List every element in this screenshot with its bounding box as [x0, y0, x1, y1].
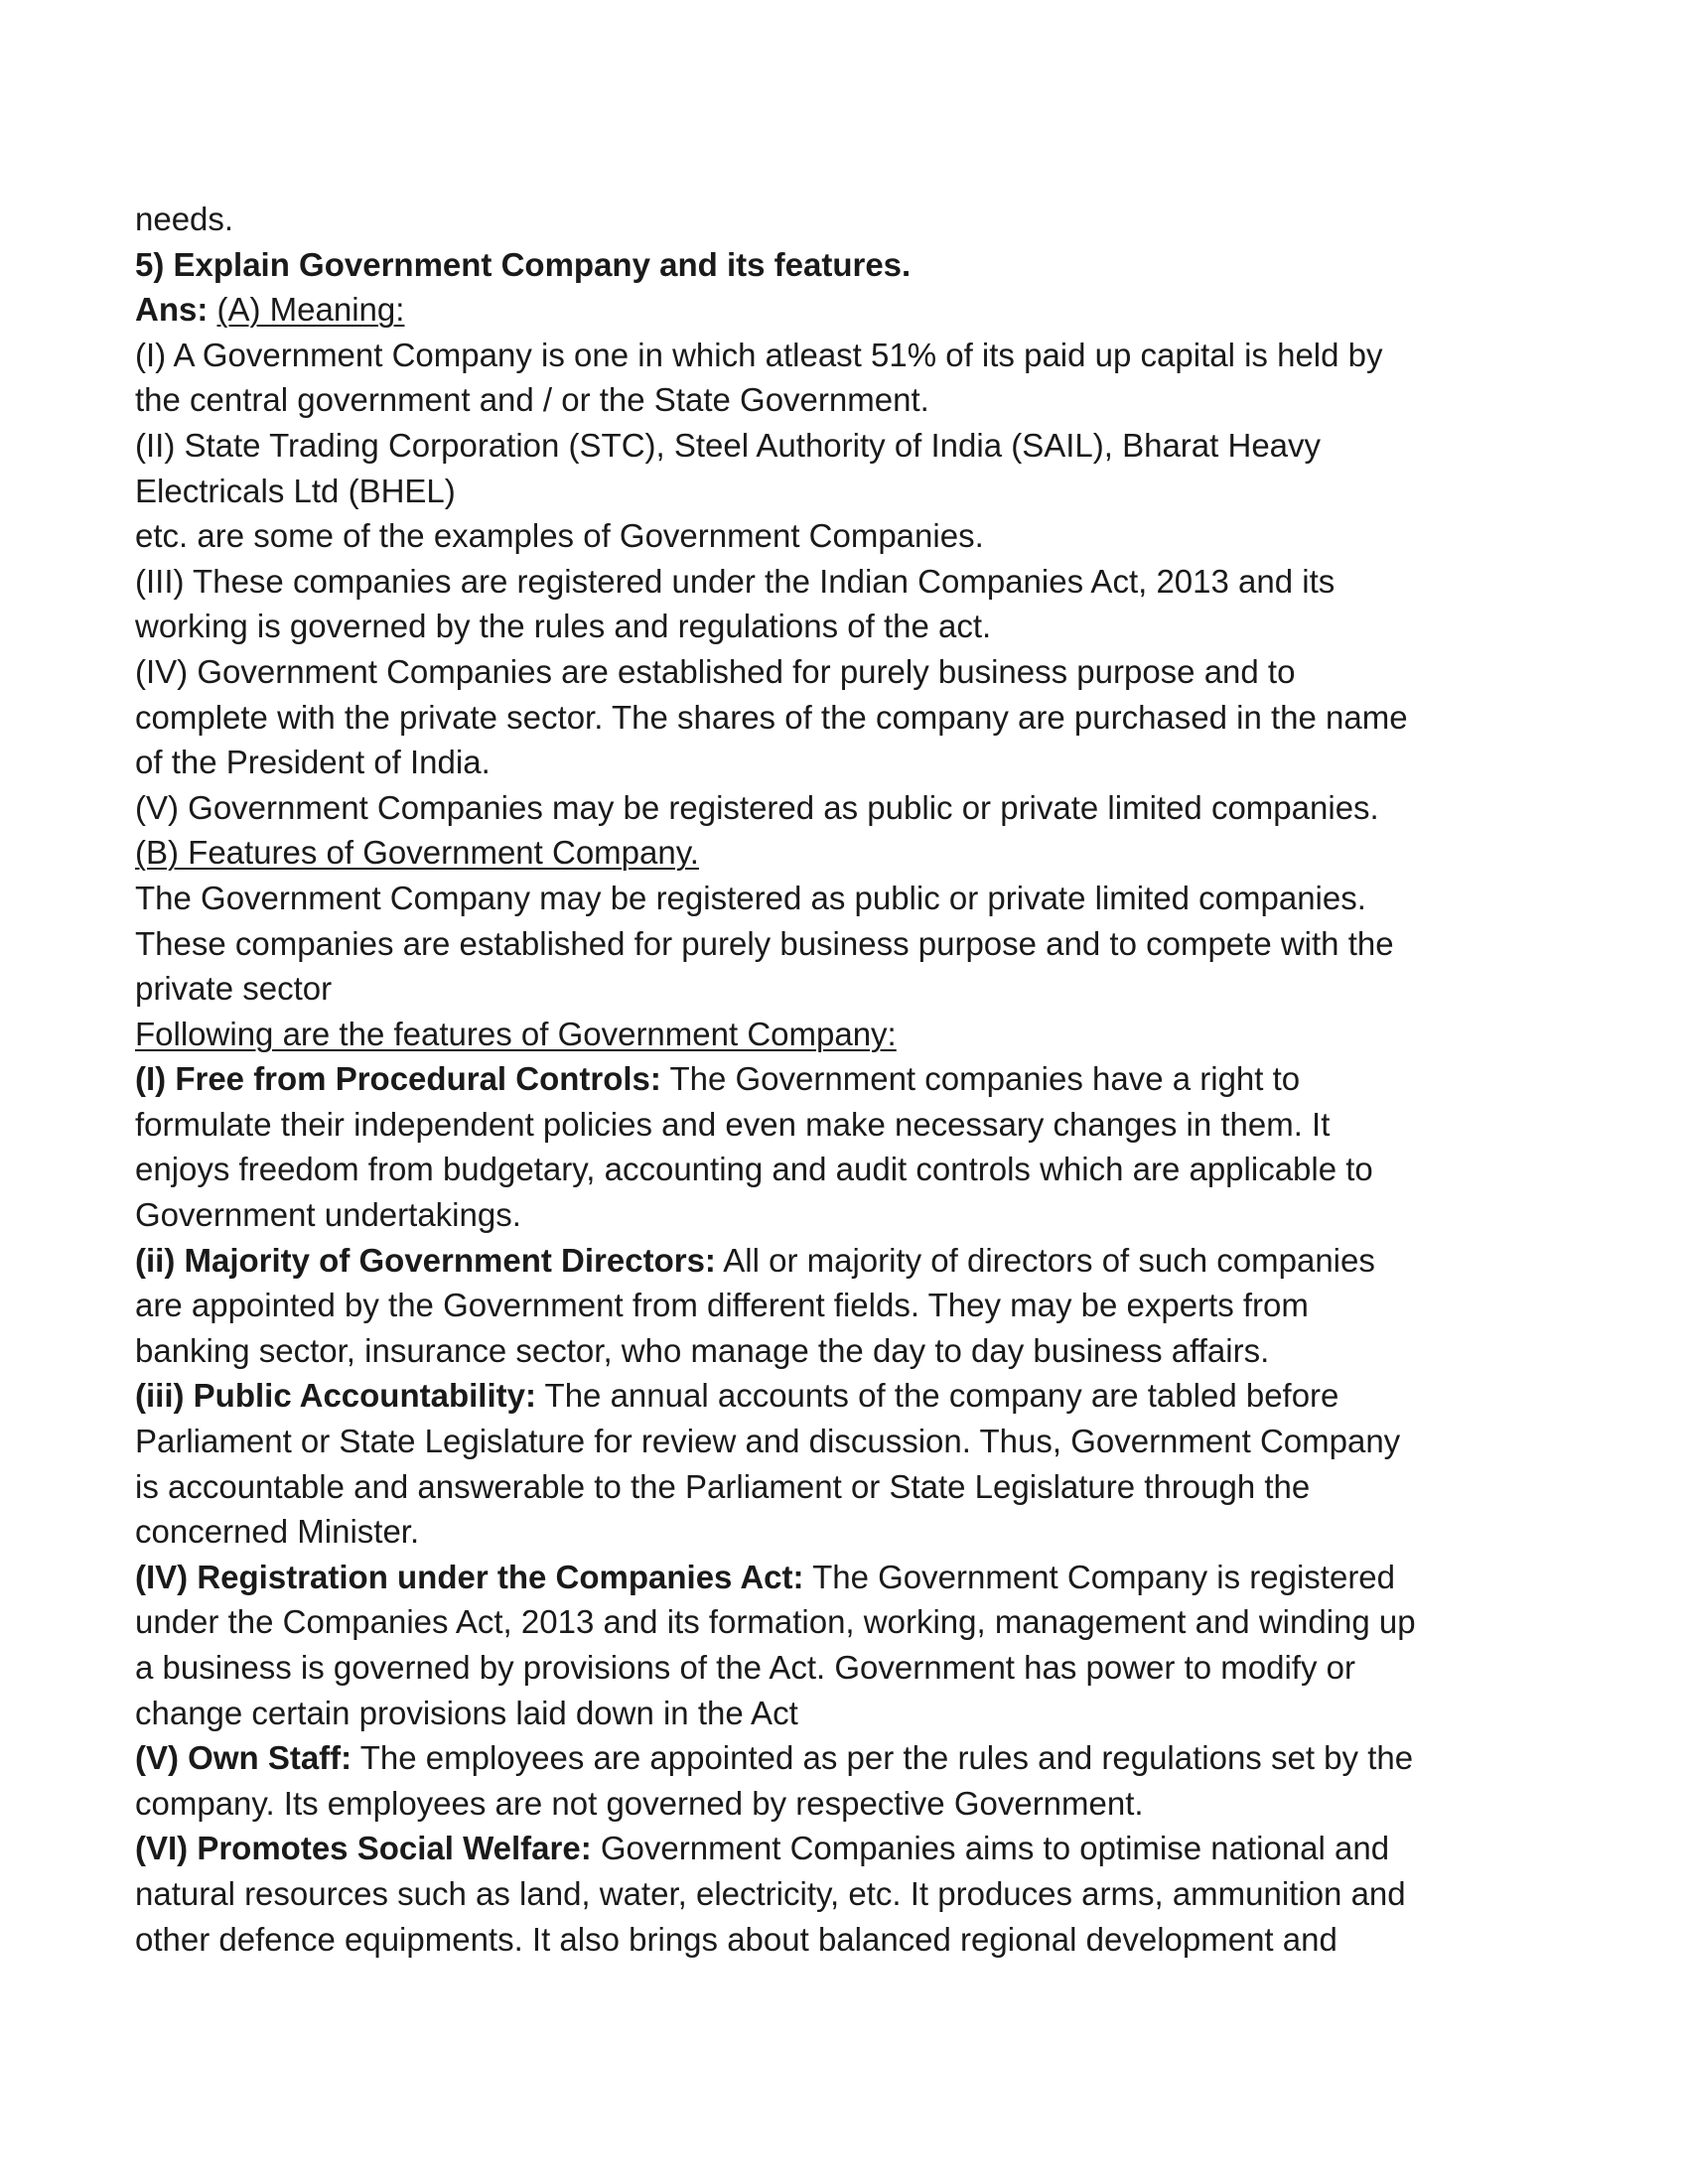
body-text: natural resources such as land, water, electricity, etc. It produces arms, ammunition and	[135, 1874, 1406, 1912]
body-text: Government Companies aims to optimise national and	[591, 1830, 1390, 1867]
text-line	[135, 469, 1575, 514]
body-text: is accountable and answerable to the Parliament or State Legislature through the	[135, 1467, 1311, 1505]
body-text: Electricals Ltd (BHEL)	[135, 472, 456, 509]
bold-text: Ans:	[135, 291, 217, 329]
body-text: (IV) Government Companies are established for purely business purpose and to	[135, 652, 1296, 690]
bold-text: (ii) Majority of Government Directors:	[135, 1241, 716, 1279]
text-line	[135, 197, 1575, 242]
text-line	[135, 423, 1575, 469]
body-text: (I) A Government Company is one in which atleast 51% of its paid up capital is held by	[135, 336, 1383, 373]
text-line	[135, 1735, 1575, 1781]
body-text: (II) State Trading Corporation (STC), Steel Authority of India (SAIL), Bharat Heavy	[135, 426, 1322, 464]
bold-text: (VI) Promotes Social Welfare:	[135, 1830, 592, 1867]
text-line	[135, 333, 1575, 378]
body-text: These companies are established for purely business purpose and to compete with the	[135, 924, 1394, 962]
text-line	[135, 604, 1575, 649]
text-line	[135, 513, 1575, 559]
body-text: the central government and / or the State Government.	[135, 381, 929, 419]
text-line	[135, 242, 1575, 288]
body-text: concerned Minister.	[135, 1513, 420, 1551]
text-line	[135, 1826, 1575, 1871]
body-text: of the President of India.	[135, 744, 491, 781]
body-text: formulate their independent policies and even make necessary changes in them. It	[135, 1105, 1331, 1143]
text-line	[135, 966, 1575, 1012]
text-line	[135, 1283, 1575, 1328]
text-line	[135, 559, 1575, 605]
text-line	[135, 1056, 1575, 1102]
text-line	[135, 1238, 1575, 1284]
text-line	[135, 1419, 1575, 1464]
text-line	[135, 1917, 1575, 1963]
body-text: banking sector, insurance sector, who manage the day to day business affairs.	[135, 1331, 1270, 1369]
text-line	[135, 1691, 1575, 1736]
bold-text: 5) Explain Government Company and its features.	[135, 245, 912, 283]
body-text: Parliament or State Legislature for review and discussion. Thus, Government Company	[135, 1423, 1401, 1460]
text-line	[135, 1328, 1575, 1374]
document-body	[135, 197, 1575, 1962]
text-line	[135, 695, 1575, 741]
text-line	[135, 921, 1575, 967]
body-text: working is governed by the rules and regulations of the act.	[135, 608, 992, 645]
body-text: Government undertakings.	[135, 1196, 521, 1234]
body-text: The Government Company may be registered as public or private limited companies.	[135, 879, 1366, 916]
text-line	[135, 1102, 1575, 1148]
text-line	[135, 1871, 1575, 1917]
body-text: etc. are some of the examples of Government Companies.	[135, 517, 984, 555]
body-text: (III) These companies are registered under the Indian Companies Act, 2013 and its	[135, 562, 1336, 600]
body-text: The employees are appointed as per the rules and regulations set by the	[352, 1739, 1414, 1777]
body-text: private sector	[135, 970, 333, 1008]
body-text: are appointed by the Government from different fields. They may be experts from	[135, 1287, 1309, 1324]
text-line	[135, 785, 1575, 831]
text-line	[135, 649, 1575, 695]
text-line	[135, 876, 1575, 921]
bold-text: (IV) Registration under the Companies Act:	[135, 1558, 804, 1595]
text-line	[135, 377, 1575, 423]
underlined-text: (A) Meaning:	[216, 291, 405, 329]
body-text: complete with the private sector. The shares of the company are purchased in the name	[135, 698, 1408, 736]
body-text: change certain provisions laid down in the Act	[135, 1694, 798, 1731]
text-line	[135, 1781, 1575, 1827]
text-line	[135, 1509, 1575, 1555]
body-text: a business is governed by provisions of the Act. Government has power to modify or	[135, 1649, 1355, 1686]
body-text: The Government Company is registered	[803, 1558, 1396, 1595]
body-text: (V) Government Companies may be registered as public or private limited companies.	[135, 788, 1379, 826]
text-line	[135, 1599, 1575, 1645]
body-text: other defence equipments. It also brings about balanced regional development and	[135, 1920, 1337, 1958]
body-text: The annual accounts of the company are tabled before	[535, 1377, 1339, 1415]
text-line	[135, 1464, 1575, 1510]
text-line	[135, 830, 1575, 876]
text-line	[135, 1192, 1575, 1238]
text-line	[135, 1373, 1575, 1419]
body-text: company. Its employees are not governed by respective Government.	[135, 1784, 1144, 1822]
underlined-text: Following are the features of Government Company:	[135, 1015, 897, 1052]
body-text: under the Companies Act, 2013 and its formation, working, management and winding up	[135, 1603, 1416, 1641]
body-text: needs.	[135, 201, 234, 237]
text-line	[135, 1645, 1575, 1691]
body-text: The Government companies have a right to	[660, 1060, 1301, 1098]
text-line	[135, 1012, 1575, 1057]
text-line	[135, 287, 1575, 333]
bold-text: (V) Own Staff:	[135, 1739, 352, 1777]
underlined-text: (B) Features of Government Company.	[135, 834, 699, 872]
text-line	[135, 1555, 1575, 1600]
bold-text: (iii) Public Accountability:	[135, 1377, 536, 1415]
bold-text: (I) Free from Procedural Controls:	[135, 1060, 661, 1098]
text-line	[135, 740, 1575, 785]
text-line	[135, 1147, 1575, 1192]
body-text: All or majority of directors of such companies	[715, 1241, 1375, 1279]
body-text: enjoys freedom from budgetary, accounting and audit controls which are applicable to	[135, 1151, 1373, 1188]
